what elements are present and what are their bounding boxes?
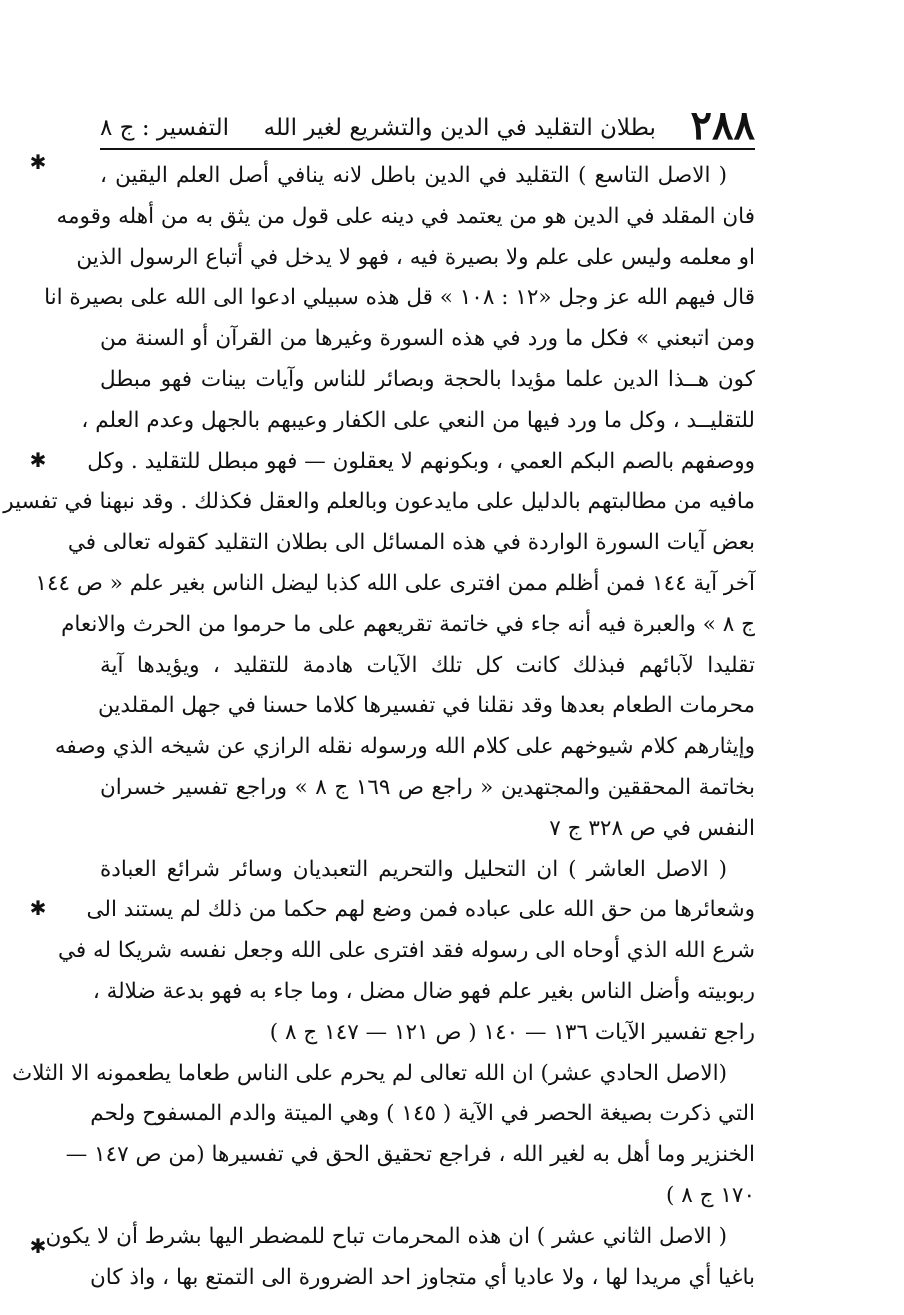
text-line: بعض آيات السورة الواردة في هذه المسائل الى بطلان التقليد كقوله تعالى في (67, 530, 755, 556)
text-line: النفس في ص ٣٢٨ ج ٧ (549, 815, 755, 841)
margin-asterisk-icon: ✱ (29, 150, 47, 174)
text-line: ( الاصل الثاني عشر ) ان هذه المحرمات تباح للمضطر اليها بشرط أن لا يكون (45, 1223, 727, 1249)
text-line: الخنزير وما أهل به لغير الله ، فراجع تحقيق الحق في تفسيرها (من ص ١٤٧ — (65, 1142, 755, 1168)
text-line: ( الاصل العاشر ) ان التحليل والتحريم التعبديان وسائر شرائع العبادة (100, 856, 727, 882)
volume-label: التفسير : ج ٨ (100, 115, 230, 141)
margin-asterisk-icon: ✱ (29, 896, 47, 920)
page-header (100, 100, 755, 150)
text-line: او معلمه وليس على علم ولا بصيرة فيه ، فهو لا يدخل في أتباع الرسول الذين (76, 244, 755, 270)
text-line: باغيا أي مريدا لها ، ولا عاديا أي متجاوز احد الضرورة الى التمتع بها ، واذ كان (90, 1264, 755, 1290)
text-line: راجع تفسير الآيات ١٣٦ — ١٤٠ ( ص ١٢١ — ١٤٧ ج ٨ ) (269, 1019, 755, 1045)
text-line: تقليدا لآبائهم فبذلك كانت كل تلك الآيات هادمة للتقليد ، ويؤيدها آية (100, 652, 755, 678)
text-line: وإيثارهم كلام شيوخهم على كلام الله ورسوله نقله الرازي عن شيخه الذي وصفه (54, 734, 755, 760)
text-line: التي ذكرت بصيغة الحصر في الآية ( ١٤٥ ) وهي الميتة والدم المسفوح ولحم (90, 1101, 755, 1127)
text-line: للتقليــد ، وكل ما ورد فيها من النعي على الكفار وعيبهم بالجهل وعدم العلم ، (81, 407, 755, 433)
text-line: مافيه من مطالبتهم بالدليل على مايدعون وبالعلم والعقل فكذلك . وقد نبهنا في تفسير (3, 489, 755, 515)
text-line: ومن اتبعني » فكل ما ورد في هذه السورة وغيرها من القرآن أو السنة من (100, 326, 755, 352)
text-line: ربوبيته وأضل الناس بغير علم فهو ضال مضل ، وما جاء به فهو بدعة ضلالة ، (92, 978, 755, 1004)
text-line: ووصفهم بالصم البكم العمي ، وبكونهم لا يعقلون — فهو مبطل للتقليد . وكل (87, 448, 755, 474)
text-line: فان المقلد في الدين هو من يعتمد في دينه على قول من يثق به من أهله وقومه (56, 203, 755, 229)
text-line: شرع الله الذي أوحاه الى رسوله فقد افترى على الله وجعل نفسه شريكا له في (57, 938, 755, 964)
text-line: محرمات الطعام بعدها وقد نقلنا في تفسيرها كلاما حسنا في جهل المقلدين (97, 693, 755, 719)
page-number: ٢٨٨ (690, 102, 755, 149)
margin-asterisk-icon: ✱ (29, 448, 47, 472)
text-line: كون هــذا الدين علما مؤيدا بالحجة وبصائر للناس وآيات بينات فهو مبطل (100, 366, 755, 392)
text-line: ( الاصل التاسع ) التقليد في الدين باطل لانه ينافي أصل العلم اليقين ، (100, 163, 727, 188)
text-line: بخاتمة المحققين والمجتهدين « راجع ص ١٦٩ ج ٨ » وراجع تفسير خسران (100, 774, 755, 800)
text-line: ١٧٠ ج ٨ ) (666, 1182, 755, 1208)
running-title: بطلان التقليد في الدين والتشريع لغير الله (263, 115, 656, 141)
text-line: (الاصل الحادي عشر) ان الله تعالى لم يحرم على الناس طعاما يطعمونه الا الثلاث (12, 1060, 727, 1086)
margin-asterisk-icon: ✱ (29, 1234, 47, 1258)
text-line: ج ٨ » والعبرة فيه أنه جاء في خاتمة تقريعهم على ما حرموا من الحرث والانعام (61, 611, 755, 637)
text-line: آخر آية ١٤٤ فمن أظلم ممن افترى على الله كذبا ليضل الناس بغير علم « ص ١٤٤ (35, 570, 755, 596)
text-line: وشعائرها من حق الله على عباده فمن وضع لهم حكما من ذلك لم يستند الى (86, 897, 755, 923)
text-line: قال فيهم الله عز وجل «١٢ : ١٠٨ » قل هذه سبيلي ادعوا الى الله على بصيرة انا (44, 285, 755, 311)
body-text (3, 156, 755, 1298)
